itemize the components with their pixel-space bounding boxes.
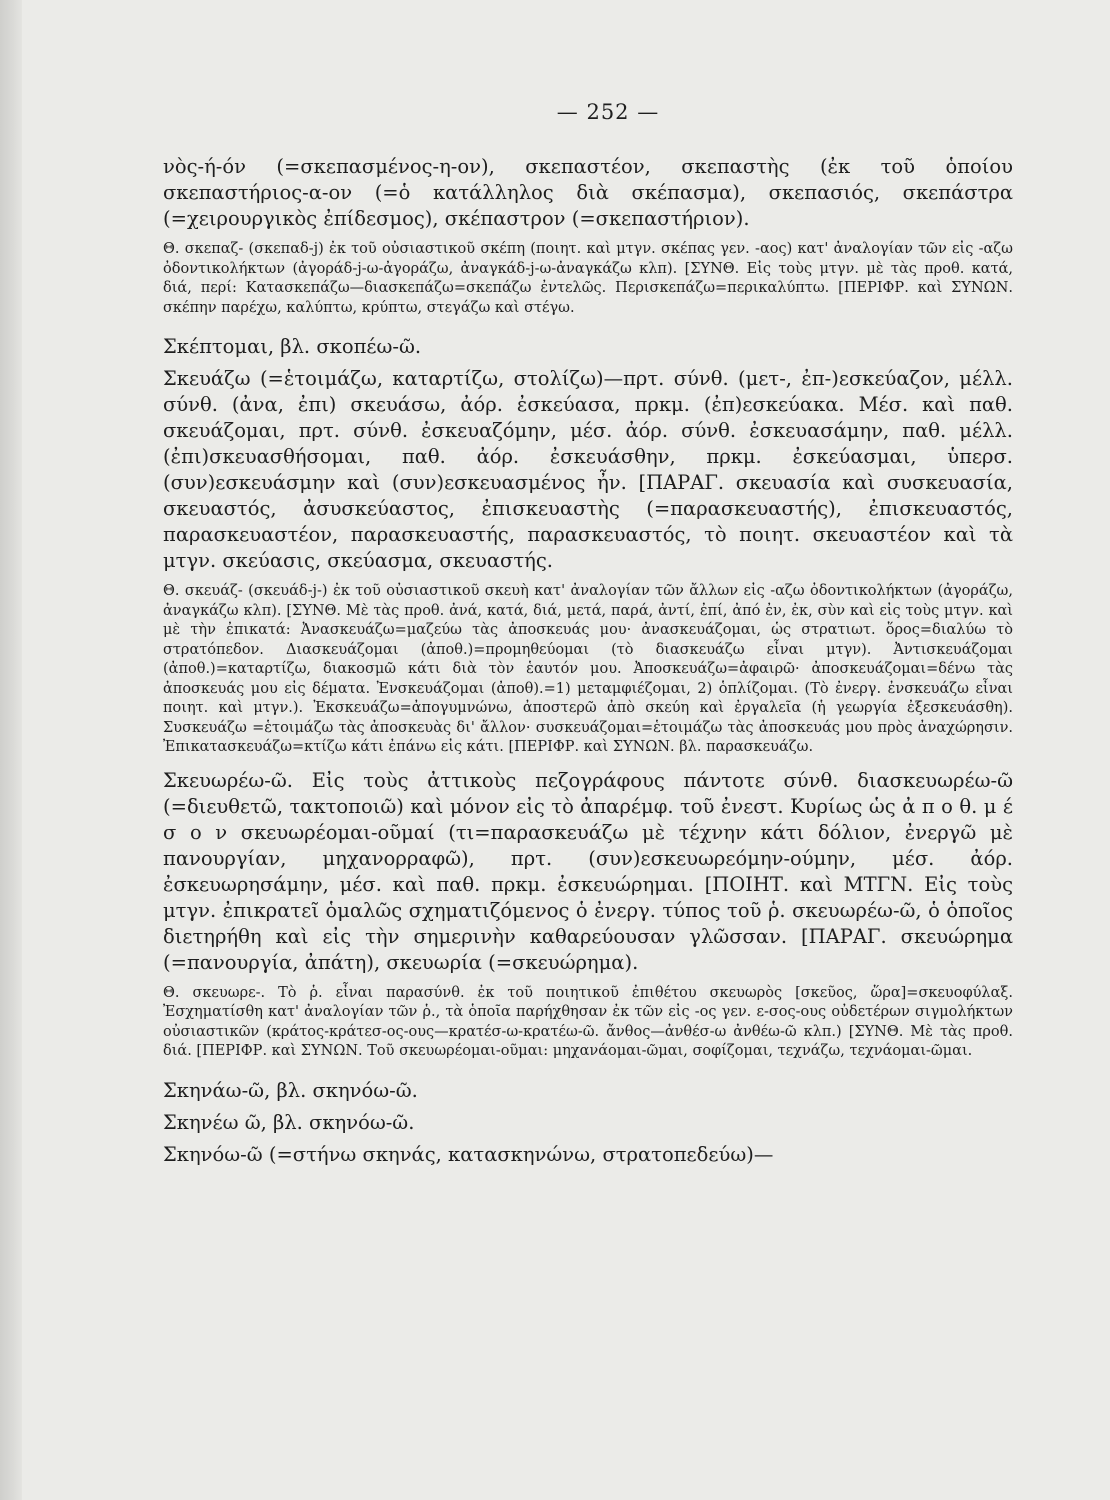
entry-main-text: Σκευάζω (=ἑτοιμάζω, καταρτίζω, στολίζω)—πρτ. σύνθ. (μετ-, ἐπ-)εσκεύαζον, μέλλ. σύνθ. (ἀνα, ἐπι) σκευάσω, ἀόρ. ἐσκεύασα, πρκμ. (ἐπ)εσκεύακα. Μέσ. καὶ παθ. σκευάζομαι, πρτ. σύνθ. ἐσκευαζόμην, μέσ. ἀόρ. σύνθ. ἐσκευασάμην, παθ. μέλλ. (ἐπι)σκευασθήσομαι, παθ. ἀόρ. ἐσκευάσθην, πρκμ. ἐσκεύασμαι, ὑπερσ. (συν)εσκευάσμην καὶ (συν)εσκευασμένος ἦν. [ΠΑΡΑΓ. σκευασία καὶ συσκευασία, σκευαστός, ἀσυσκεύαστος, ἐπισκευαστὴς (=παρασκευαστής), ἐπισκευαστός, παρασκευαστέον, παρασκευαστής, παρασκευαστός, τὸ ποιητ. σκευαστέον καὶ τὰ μτγν. σκεύασις, σκεύασμα, σκευαστής.	[163, 367, 1013, 572]
entry-skepazo-continuation	[163, 154, 1013, 318]
entry-skeuazo	[163, 366, 1013, 758]
entry-etymology-note: Θ. σκεπαζ- (σκεπαδ-j) ἐκ τοῦ οὐσιαστικοῦ σκέπη (ποιητ. καὶ μτγν. σκέπας γεν. -αος) κατ' ἀναλογίαν τῶν εἰς -αζω ὀδοντικολήκτων (ἀγοράδ-j-ω-ἀγοράζω, ἀναγκάδ-j-ω-ἀναγκάζω κλπ). [ΣΥΝΘ. Εἰς τοὺς μτγν. μὲ τὰς προθ. κατά, διά, περί: Κατασκεπάζω—διασκεπάζω=σκεπάζω ἐντελῶς. Περισκεπάζω=περικαλύπτω. [ΠΕΡΙΦΡ. καὶ ΣΥΝΩΝ. σκέπην παρέχω, καλύπτω, κρύπτω, στεγάζω καὶ στέγω.	[163, 241, 1013, 316]
page-left-edge	[0, 0, 22, 1500]
entry-skeneo	[163, 1110, 1013, 1136]
entry-main-text: νὸς-ή-όν (=σκεπασμένος-η-ον), σκεπαστέον, σκεπαστὴς (ἐκ τοῦ ὁποίου σκεπαστήριος-α-ον (=ὁ κατάλληλος διὰ σκέπασμα), σκεπασιός, σκεπάστρα (=χειρουργικὸς ἐπίδεσμος), σκέπαστρον (=σκεπαστήριον).	[163, 155, 1013, 230]
entry-main-text: Σκηνάω-ῶ, βλ. σκηνόω-ῶ.	[163, 1078, 418, 1102]
entry-skenao	[163, 1078, 1013, 1104]
entry-main-text: Σκηνέω ῶ, βλ. σκηνόω-ῶ.	[163, 1110, 415, 1134]
entry-skeuoreo	[163, 768, 1013, 1062]
page-number: — 252 —	[556, 100, 660, 124]
entry-main-text: Σκέπτομαι, βλ. σκοπέω-ῶ.	[163, 335, 422, 358]
entry-main-text: Σκηνόω-ῶ (=στήνω σκηνάς, κατασκηνώνω, στρατοπεδεύω)—	[163, 1142, 774, 1166]
entry-etymology-note: Θ. σκευωρε-. Τὸ ῥ. εἶναι παρασύνθ. ἐκ τοῦ ποιητικοῦ ἐπιθέτου σκευωρὸς [σκεῦος, ὥρα]=σκευοφύλαξ. Ἐσχηματίσθη κατ' ἀναλογίαν τῶν ῥ., τὰ ὁποῖα παρήχθησαν ἐκ τῶν εἰς -ος γεν. ε-σος-ους οὐδετέρων σιγμολήκτων οὐσιαστικῶν (κράτος-κράτεσ-ος-ους—κρατέσ-ω-κρατέω-ῶ. ἄνθος—ἀνθέσ-ω ἀνθέω-ῶ κλπ.) [ΣΥΝΘ. Μὲ τὰς προθ. διά. [ΠΕΡΙΦΡ. καὶ ΣΥΝΩΝ. Τοῦ σκευωρέομαι-οῦμαι: μηχανάομαι-ῶμαι, σοφίζομαι, τεχνάζω, τεχνάομαι-ῶμαι.	[163, 984, 1013, 1059]
entry-etymology-note: Θ. σκευάζ- (σκευάδ-j-) ἐκ τοῦ οὐσιαστικοῦ σκευὴ κατ' ἀναλογίαν τῶν ἄλλων εἰς -αζω ὀδοντικολήκτων (ἀγοράζω, ἀναγκάζω κλπ). [ΣΥΝΘ. Μὲ τὰς προθ. ἀνά, κατά, διά, μετά, παρά, ἀντί, ἐπί, ἀπό ἐν, ἐκ, σὺν καὶ εἰς τοὺς μτγν. καὶ μὲ τὴν ἐπικατά: Ἀνασκευάζω=μαζεύω τὰς ἀποσκευάς μου· ἀνασκευάζομαι, ὡς στρατιωτ. ὅρος=διαλύω τὸ στρατόπεδον. Διασκευάζομαι (ἀποθ.)=προμηθεύομαι (τὸ διασκευάζω εἶναι μτγν). Ἀντισκευάζομαι (ἀποθ.)=καταρτίζω, διακοσμῶ κάτι διὰ τὸν ἑαυτόν μου. Ἀποσκευάζω=ἀφαιρῶ· ἀποσκευάζομαι=δένω τὰς ἀποσκευάς μου εἰς δέματα. Ἐνσκευάζομαι (ἀποθ).=1) μεταμφιέζομαι, 2) ὁπλίζομαι. (Τὸ ἐνεργ. ἐνσκευάζω εἶναι ποιητ. καὶ μτγν.). Ἐκσκευάζω=ἀπογυμνώνω, ἀποστερῶ ἀπὸ σκεύη καὶ ἐργαλεῖα (ἡ γεωργία ἐξεσκευάσθη). Συσκευάζω =ἑτοιμάζω τὰς ἀποσκευὰς δι' ἄλλον· συσκευάζομαι=ἑτοιμάζω τὰς ἀποσκευάς μου πρὸς ἀναχώρησιν. Ἐπικατασκευάζω=κτίζω κάτι ἐπάνω εἰς κάτι. [ΠΕΡΙΦΡ. καὶ ΣΥΝΩΝ. βλ. παρασκευάζω.	[163, 583, 1013, 755]
entry-skeptomai	[163, 334, 1013, 360]
page-content	[163, 100, 1013, 1168]
entry-skenoo	[163, 1142, 1013, 1168]
entry-main-text: Σκευωρέω-ῶ. Εἰς τοὺς ἀττικοὺς πεζογράφους πάντοτε σύνθ. διασκευωρέω-ῶ (=διευθετῶ, τακτοποιῶ) καὶ μόνον εἰς τὸ ἀπαρέμφ. τοῦ ἐνεστ. Κυρίως ὡς ἀ π ο θ. μ έ σ ο ν σκευωρέομαι-οῦμαί (τι=παρασκευάζω μὲ τέχνην κάτι δόλιον, ἐνεργῶ μὲ πανουργίαν, μηχανορραφῶ), πρτ. (συν)εσκευωρεόμην-ούμην, μέσ. ἀόρ. ἐσκευωρησάμην, μέσ. καὶ παθ. πρκμ. ἐσκευώρημαι. [ΠΟΙΗΤ. καὶ ΜΤΓΝ. Εἰς τοὺς μτγν. ἐπικρατεῖ ὁμαλῶς σχηματιζόμενος ὁ ἐνεργ. τύπος τοῦ ῥ. σκευωρέω-ῶ, ὁ ὁποῖος διετηρήθη καὶ εἰς τὴν σημερινὴν καθαρεύουσαν γλῶσσαν. [ΠΑΡΑΓ. σκευώρημα (=πανουργία, ἀπάτη), σκευωρία (=σκευώρημα).	[163, 768, 1013, 974]
